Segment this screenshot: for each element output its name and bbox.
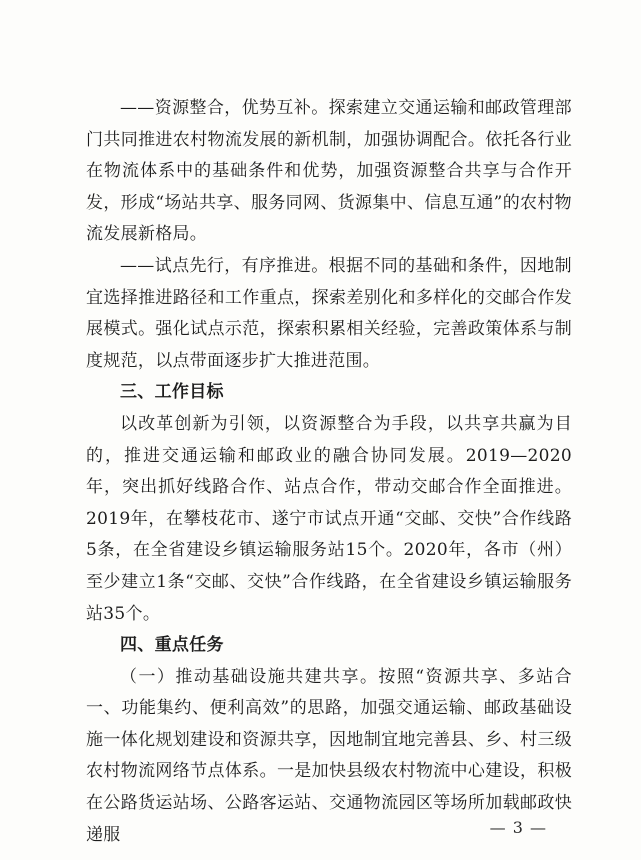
paragraph-work-goals: 以改革创新为引领，以资源整合为手段，以共享共赢为目的，推进交通运输和邮政业的融合协同发展。2019—2020年，突出抓好线路合作、站点合作，带动交邮合作全面推进。2019年，在攀枝花市、遂宁市试点开通“交邮、交快”合作线路5条，在全省建设乡镇运输服务站15个。2020年，各市（州）至少建立1条“交邮、交快”合作线路，在全省建设乡镇运输服务站35个。	[86, 413, 572, 624]
paragraph-resource-integration: ——资源整合，优势互补。探索建立交通运输和邮政管理部门共同推进农村物流发展的新机制，加强协调配合。依托各行业在物流体系中的基础条件和优势，加强资源整合共享与合作开发，形成“场站共享、服务同网、货源集中、信息互通”的农村物流发展新格局。	[86, 98, 572, 245]
page-number: — 3 —	[489, 818, 547, 837]
paragraph-pilot-first: ——试点先行，有序推进。根据不同的基础和条件，因地制宜选择推进路径和工作重点，探索差别化和多样化的交邮合作发展模式。强化试点示范，探索积累相关经验，完善政策体系与制度规范，以点带面逐步扩大推进范围。	[86, 255, 572, 371]
section-heading-key-tasks: 四、重点任务	[120, 635, 224, 656]
document-body	[86, 93, 572, 851]
paragraph-infrastructure: （一）推动基础设施共建共享。按照“资源共享、多站合一、功能集约、便利高效”的思路，加强交通运输、邮政基础设施一体化规划建设和资源共享，因地制宜地完善县、乡、村三级农村物流网络节点体系。一是加快县级农村物流中心建设，积极在公路货运站场、公路客运站、交通物流园区等场所加载邮政快递服	[86, 666, 572, 845]
section-heading-work-goals: 三、工作目标	[120, 382, 224, 403]
